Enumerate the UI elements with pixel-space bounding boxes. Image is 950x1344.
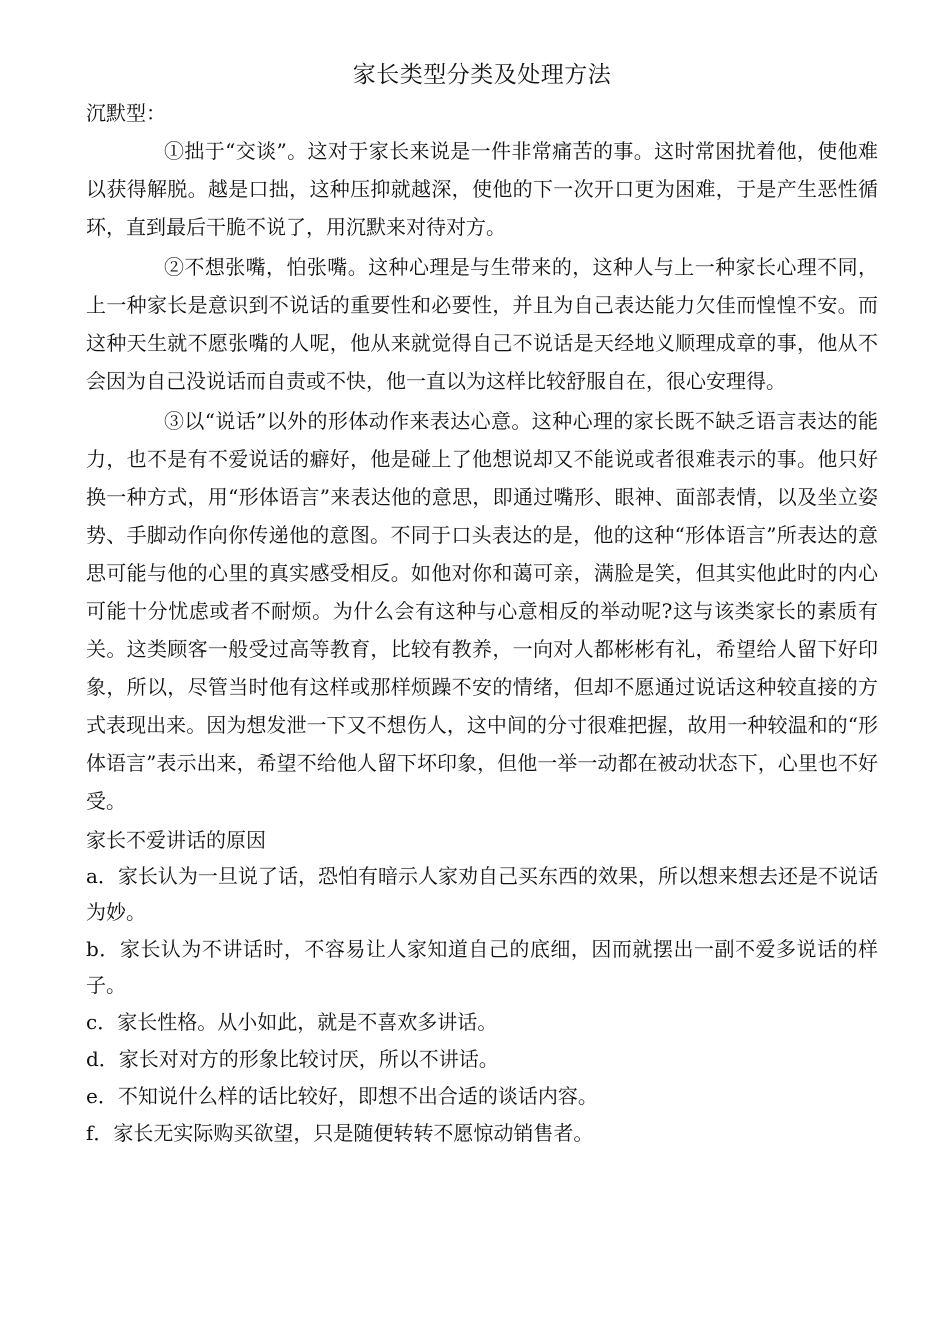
paragraph-1: ①拙于“交谈”。这对于家长来说是一件非常痛苦的事。这时常困扰着他，使他难以获得解脱。越是口拙，这种压抑就越深，使他的下一次开口更为困难，于是产生恶性循环，直到最后干脆不说了，用沉默来对待对方。 [86, 139, 878, 239]
reason-item-a: a．家长认为一旦说了话，恐怕有暗示人家劝自己买东西的效果，所以想来想去还是不说话为妙。 [86, 864, 878, 924]
reason-item-e: e．不知说什么样的话比较好，即想不出合适的谈话内容。 [86, 1084, 598, 1108]
document-page [86, 58, 878, 1152]
reason-item-d: d．家长对对方的形象比较讨厌，所以不讲话。 [86, 1047, 499, 1071]
document-title: 家长类型分类及处理方法 [352, 62, 612, 88]
section-heading: 沉默型： [86, 101, 166, 125]
reasons-heading: 家长不爱讲话的原因 [86, 828, 266, 852]
reasons-list [86, 858, 878, 1151]
reason-item-c: c．家长性格。从小如此，就是不喜欢多讲话。 [86, 1010, 498, 1034]
reason-item-f: f．家长无实际购买欲望，只是随便转转不愿惊动销售者。 [86, 1121, 594, 1145]
paragraph-2: ②不想张嘴，怕张嘴。这种心理是与生带来的，这种人与上一种家长心理不同，上一种家长是意识到不说话的重要性和必要性，并且为自己表达能力欠佳而惶惶不安。而这种天生就不愿张嘴的人呢，他从来就觉得自己不说话是天经地义顺理成章的事，他从不会因为自己没说话而自责或不快，他一直以为这样比较舒服自在，很心安理得。 [86, 255, 878, 393]
paragraph-3: ③以“说话”以外的形体动作来表达心意。这种心理的家长既不缺乏语言表达的能力，也不是有不爱说话的癖好，他是碰上了他想说却又不能说或者很难表示的事。他只好换一种方式，用“形体语言”来表达他的意思，即通过嘴形、眼神、面部表情，以及坐立姿势、手脚动作向你传递他的意图。不同于口头表达的是，他的这种“形体语言”所表达的意思可能与他的心里的真实感受相反。如他对你和蔼可亲，满脸是笑，但其实他此时的内心可能十分忧虑或者不耐烦。为什么会有这种与心意相反的举动呢?这与该类家长的素质有关。这类顾客一般受过高等教育，比较有教养，一向对人都彬彬有礼，希望给人留下好印象，所以，尽管当时他有这样或那样烦躁不安的情绪，但却不愿通过说话这种较直接的方式表现出来。因为想发泄一下又不想伤人，这中间的分寸很难把握，故用一种较温和的“形体语言”表示出来，希望不给他人留下坏印象，但他一举一动都在被动状态下，心里也不好受。 [86, 409, 878, 813]
reason-item-b: b．家长认为不讲话时，不容易让人家知道自己的底细，因而就摆出一副不爱多说话的样子。 [86, 937, 878, 997]
